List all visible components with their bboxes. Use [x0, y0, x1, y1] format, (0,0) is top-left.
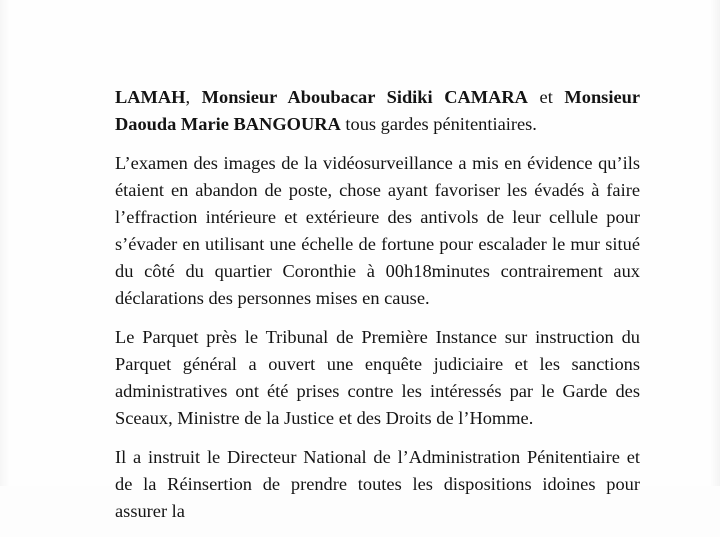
- paragraph-videosurveillance: L’examen des images de la vidéosurveillance a mis en évidence qu’ils étaient en abandon de poste, chose ayant favoriser les évadés à faire l’effraction intérieure et extérieure des antivols de leur cellule pour s’évader en utilisant une échelle de fortune pour escalader le mur situé du côté du quartier Coronthie à 00h18minutes contrairement aux déclarations des personnes mises en cause.: [115, 153, 640, 308]
- name-bangoura: Monsieur Daouda Marie BANGOURA: [115, 87, 640, 134]
- paragraph-parquet: Le Parquet près le Tribunal de Première Instance sur instruction du Parquet général a ouvert une enquête judiciaire et les sanctions administratives ont été prises contre les intéressés par le Garde des Sceaux, Ministre de la Justice et des Droits de l’Homme.: [115, 327, 640, 428]
- separator-comma: ,: [185, 87, 202, 107]
- document-body: [115, 84, 640, 537]
- paragraph-instruction: Il a instruit le Directeur National de l’Administration Pénitentiaire et de la Réinsertion de prendre toutes les dispositions idoines pour assurer la: [115, 447, 640, 521]
- intro-paragraph: [115, 84, 640, 138]
- separator-et: et: [527, 87, 565, 107]
- name-lamah: LAMAH: [115, 87, 186, 107]
- intro-tail: tous gardes pénitentiaires.: [340, 114, 537, 134]
- name-camara: Monsieur Aboubacar Sidiki CAMARA: [201, 87, 528, 107]
